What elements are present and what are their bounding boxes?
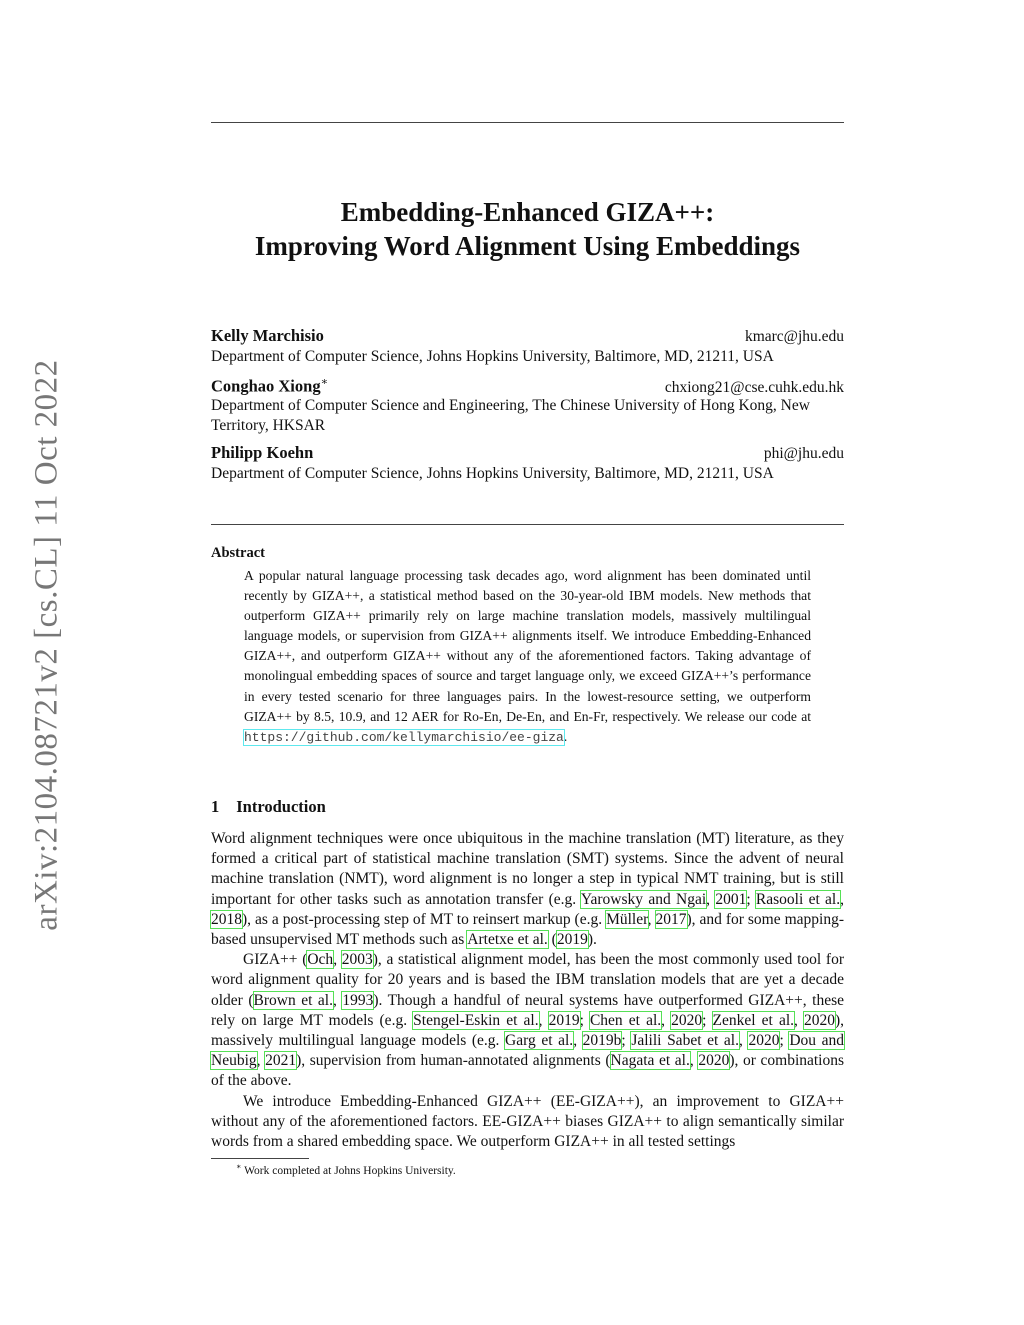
paragraph xyxy=(211,950,844,1091)
citation-link[interactable]: Brown et al. xyxy=(253,991,333,1009)
text-run: , xyxy=(706,890,716,908)
text-run: ). Though a handful of neural systems have outperformed GIZA++, these rely on large MT models (e.g. xyxy=(211,991,845,1029)
text-run: , xyxy=(647,910,656,928)
citation-link[interactable]: 2020 xyxy=(804,1011,835,1029)
author-affiliation: Department of Computer Science and Engineering, The Chinese University of Hong Kong, New Territory, HKSAR xyxy=(211,397,810,434)
text-run: ; xyxy=(702,1011,713,1029)
text-run: ), and for some mapping-based unsupervised MT methods such as xyxy=(211,910,844,949)
citation-link[interactable]: 2021 xyxy=(265,1052,297,1070)
citation-link[interactable]: 2017 xyxy=(655,910,687,928)
author-name: Philipp Koehn xyxy=(211,443,314,462)
abstract-text: A popular natural language processing task decades ago, word alignment has been dominated until recently by GIZA++, a statistical method based on the 30-year-old IBM models. New methods that outperform GIZA++ primarily rely on large machine translation models, massively multilingual language models, or supervision from GIZA++ alignments itself. We introduce Embedding-Enhanced GIZA++, and outperform GIZA++ without any of the aforementioned factors. Taking advantage of monolingual embedding spaces of source and target language only, we exceed GIZA++’s performance in every tested scenario for three languages pairs. In the lowest-resource setting, we outperform GIZA++ by 8.5, 10.9, and 12 AER for Ro-En, De-En, and En-Fr, respectively. We release our code at https://github.com/kellymarchisio/ee-giza. xyxy=(244,568,811,745)
footnote-mark: ∗ xyxy=(320,376,329,388)
code-link[interactable]: https://github.com/kellymarchisio/ee-giza xyxy=(244,729,564,745)
text-run: ), a statistical alignment model, has been the most commonly used tool for word alignment quality for 20 years and is based the IBM translation models that are yet a decade older ( xyxy=(211,951,845,1009)
citation-link[interactable]: 2019 xyxy=(548,1011,580,1029)
text-run: We introduce Embedding-Enhanced GIZA++ (EE-GIZA++), an improvement to GIZA++ without any of the aforementioned factors. EE-GIZA++ biases GIZA++ to align semantically similar words from a shared embedding space. We outperform GIZA++ in all tested settings xyxy=(211,1092,844,1151)
citation-link[interactable]: Chen et al. xyxy=(589,1011,662,1029)
citation-link[interactable]: 2019b xyxy=(582,1032,622,1050)
text-run: ). xyxy=(587,931,597,949)
section-heading: 1 Introduction xyxy=(211,797,326,816)
author-row-1 xyxy=(211,326,844,346)
author-affiliation: Department of Computer Science, Johns Hopkins University, Baltimore, MD, 21211, USA xyxy=(211,348,774,365)
text-run: , xyxy=(538,1011,549,1029)
text-run: , xyxy=(332,991,343,1009)
text-run: ), or combinations of the above. xyxy=(211,1052,845,1090)
paragraph xyxy=(211,829,844,950)
text-run: ; xyxy=(779,1032,790,1050)
title-line-1: Embedding-Enhanced GIZA++: xyxy=(340,197,715,227)
citation-link[interactable]: 2001 xyxy=(715,890,747,908)
header-rule xyxy=(211,524,844,525)
text-run: , xyxy=(689,1052,699,1070)
citation-link[interactable]: 2019 xyxy=(556,931,588,949)
citation-link[interactable]: Jalili Sabet et al. xyxy=(631,1032,739,1050)
text-run: ; xyxy=(621,1032,632,1050)
text-run: , xyxy=(256,1052,266,1070)
footnote: ∗ Work completed at Johns Hopkins University. xyxy=(236,1162,456,1177)
text-run: , xyxy=(333,951,342,969)
author-email[interactable]: kmarc@jhu.edu xyxy=(744,328,844,345)
citation-link[interactable]: 2003 xyxy=(341,951,373,969)
text-run: GIZA++ ( xyxy=(243,951,308,969)
citation-link[interactable]: Garg et al. xyxy=(505,1032,574,1050)
citation-link[interactable]: Artetxe et al. xyxy=(467,931,548,949)
text-run: ), massively multilingual language models (e.g. xyxy=(211,1011,845,1050)
author-email[interactable]: phi@jhu.edu xyxy=(763,445,844,462)
text-run: ; xyxy=(746,890,756,908)
footnote-rule xyxy=(211,1158,309,1159)
text-run: , xyxy=(573,1032,583,1050)
author-row-3 xyxy=(211,443,844,463)
citation-link[interactable]: Müller xyxy=(606,910,648,928)
author-row-2 xyxy=(211,375,844,397)
author-email[interactable]: chxiong21@cse.cuhk.edu.hk xyxy=(664,378,844,396)
title-line-2: Improving Word Alignment Using Embeddings xyxy=(254,231,801,261)
citation-link[interactable]: Rasooli et al. xyxy=(755,890,841,908)
paragraph xyxy=(211,1092,844,1153)
author-name: Kelly Marchisio xyxy=(211,326,324,345)
citation-link[interactable]: Stengel-Eskin et al. xyxy=(413,1011,539,1029)
paper-title xyxy=(211,195,844,263)
citation-link[interactable]: Och xyxy=(307,951,334,969)
abstract-heading: Abstract xyxy=(211,545,265,561)
text-run: ), as a post-processing step of MT to reinsert markup (e.g. xyxy=(242,910,607,928)
author-name: Conghao Xiong∗ xyxy=(211,376,329,396)
citation-link[interactable]: 1993 xyxy=(342,991,374,1009)
text-run: , xyxy=(840,890,844,908)
author-affiliation: Department of Computer Science, Johns Hopkins University, Baltimore, MD, 21211, USA xyxy=(211,465,774,482)
text-run: , xyxy=(794,1011,804,1029)
citation-link[interactable]: Yarowsky and Ngai xyxy=(580,890,707,908)
top-rule xyxy=(211,122,844,123)
citation-link[interactable]: Dou and Neubig xyxy=(211,1032,845,1070)
text-run: , xyxy=(661,1011,672,1029)
text-run: ( xyxy=(547,931,557,949)
arxiv-identifier: arXiv:2104.08721v2 [cs.CL] 11 Oct 2022 xyxy=(28,359,65,931)
citation-link[interactable]: 2020 xyxy=(748,1032,780,1050)
text-run: ), supervision from human-annotated alignments ( xyxy=(296,1052,611,1070)
citation-link[interactable]: Nagata et al. xyxy=(610,1052,690,1070)
citation-link[interactable]: 2020 xyxy=(671,1011,703,1029)
citation-link[interactable]: 2020 xyxy=(698,1052,730,1070)
introduction-body xyxy=(211,829,844,1152)
text-run: , xyxy=(738,1032,749,1050)
citation-link[interactable]: Zenkel et al. xyxy=(712,1011,795,1029)
citation-link[interactable]: 2018 xyxy=(211,910,242,928)
text-run: ; xyxy=(579,1011,590,1029)
text-run: Word alignment techniques were once ubiquitous in the machine translation (MT) literature, as they formed a critical part of statistical machine translation (SMT) systems. Since the advent of neural machine translation (NMT), word alignment is no longer a step in typical NMT training, but is still important for other tasks such as annotation transfer (e.g. xyxy=(211,830,844,908)
